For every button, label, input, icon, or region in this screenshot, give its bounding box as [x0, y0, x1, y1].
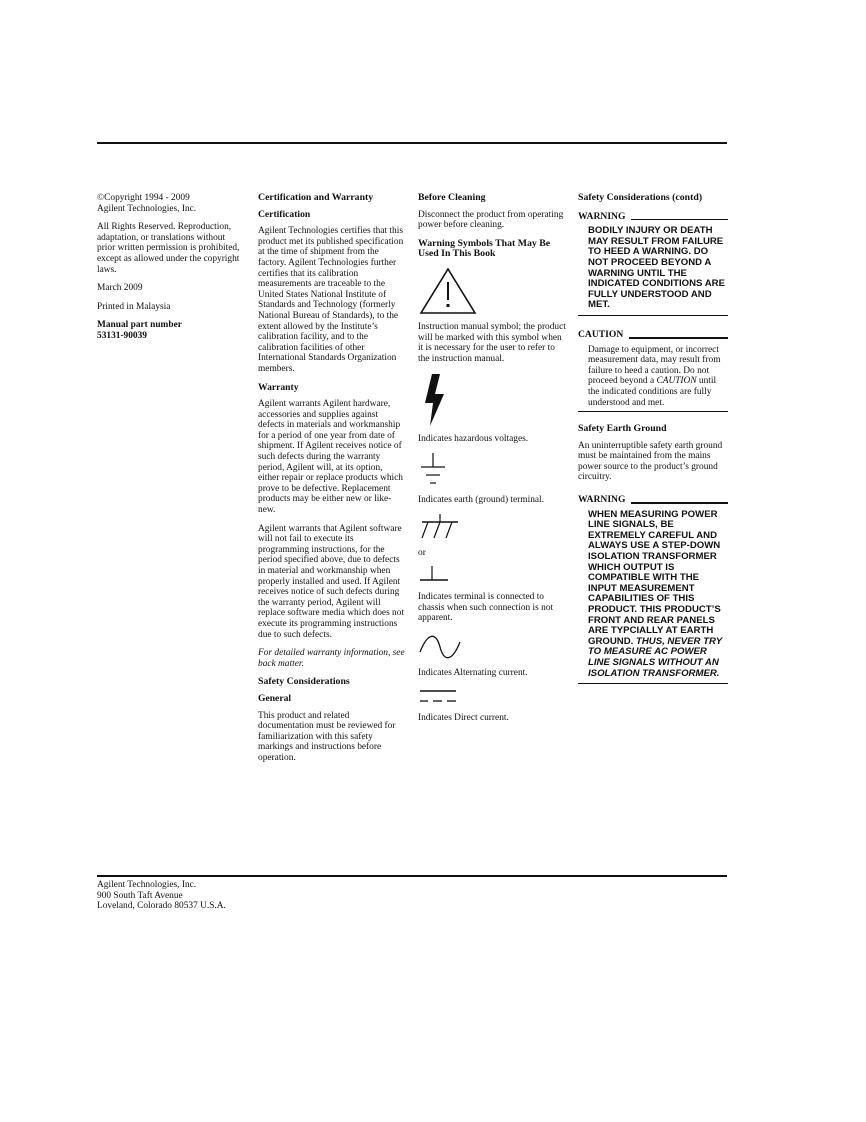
copyright-column [97, 193, 245, 350]
footer-company: Agilent Technologies, Inc. [97, 880, 197, 890]
cleaning-heading: Before Cleaning [418, 192, 486, 203]
rights-text: All Rights Reserved. Reproduction, adaptation, or translations without prior written permission is prohibited, except as allowed under the copyright laws. [97, 222, 240, 275]
warranty-text-software: Agilent warrants that Agilent software will not fail to execute its programming instructions, for the period specified above, due to defects in material and workmanship when properly installed and used. If Agilent receives notice of such defects during the warranty period, Agilent will replace software media which does not execute its programming instructions due to such defects. [258, 523, 405, 640]
cleaning-text: Disconnect the product from operating power before cleaning. [418, 209, 564, 231]
part-number-label: Manual part number [97, 320, 182, 331]
copyright-block [97, 193, 245, 214]
warning2-main: WHEN MEASURING POWER LINE SIGNALS, BE EXTREMELY CAREFUL AND ALWAYS USE A STEP-DOWN ISOLATION TRANSFORMER WHICH OUTPUT IS COMPATIBLE WITH THE INPUT MEASUREMENT CAPABILITIES OF THIS PRODUCT. THIS PRODUCT’S FRONT AND REAR PANELS ARE TYPCIALLY AT EARTH GROUND. [588, 508, 721, 647]
warning2-label: WARNING [578, 494, 626, 506]
earth-ground-heading: Safety Earth Ground [578, 423, 667, 435]
chassis-ground-icon [418, 514, 462, 542]
ac-text: Indicates Alternating current. [418, 667, 528, 678]
or-text: or [418, 547, 426, 558]
footer-city: Loveland, Colorado 80537 U.S.A. [97, 901, 226, 912]
warning-rule [631, 219, 728, 221]
warning-label: WARNING [578, 210, 626, 222]
warning2-rule [631, 502, 728, 504]
warning-header [578, 212, 728, 223]
caution-text-end: until the indicated conditions are fully understood and met. [588, 376, 717, 408]
caution-label: CAUTION [578, 328, 624, 340]
warranty-column [258, 193, 406, 772]
warning-text: BODILY INJURY OR DEATH MAY RESULT FROM FAILURE TO HEED A WARNING. DO NOT PROCEED BEYOND A WARNING UNTIL THE INDICATED CONDITIONS ARE FULLY UNDERSTOOD AND MET. [578, 222, 728, 316]
caution-word: CAUTION [656, 376, 697, 387]
chassis-text: Indicates terminal is connected to chassis when such connection is not apparent. [418, 592, 554, 624]
copyright-line: ©Copyright 1994 - 2009 [97, 193, 190, 203]
caution-text [578, 341, 728, 413]
hazard-text: Indicates hazardous voltages. [418, 434, 529, 445]
warranty-text-hardware: Agilent warrants Agilent hardware, accessories and supplies against defects in materials and workmanship for a period of one year from date of shipment. If Agilent receives notice of such defects during the warranty period, Agilent will, at its option, either repair or replace products which prove to be defective. Replacement products may be either new or like-new. [258, 399, 403, 516]
hazardous-voltage-icon [418, 372, 458, 428]
caution-header [578, 330, 728, 341]
warning-triangle-icon [418, 266, 478, 316]
company-name: Agilent Technologies, Inc. [97, 203, 197, 214]
earth-ground-text: An uninterruptible safety earth ground must be maintained from the mains power source to the product’s ground circuitry. [578, 440, 723, 483]
footer-street: 900 South Taft Avenue [97, 890, 183, 901]
warning2-text [578, 506, 728, 685]
bottom-rule [97, 875, 727, 877]
top-rule [97, 142, 727, 144]
warning2-italic: THUS, NEVER TRY TO MEASURE AC POWER LINE SIGNALS WITHOUT AN ISOLATION TRANSFORMER. [588, 635, 722, 679]
earth-text: Indicates earth (ground) terminal. [418, 494, 544, 505]
part-number-block [97, 320, 245, 341]
earth-ground-icon [418, 453, 458, 489]
frame-terminal-icon [418, 566, 458, 586]
symbols-column [418, 193, 566, 731]
dc-text: Indicates Direct current. [418, 712, 509, 723]
cert-subheading: Certification [258, 208, 311, 220]
caution-rule [629, 337, 728, 339]
safety-contd-heading: Safety Considerations (contd) [578, 192, 703, 203]
safety-heading: Safety Considerations [258, 676, 350, 688]
warning2-header [578, 495, 728, 506]
cert-text: Agilent Technologies certifies that this product met its published specification at the time of shipment from the factory. Agilent Technologies further certifies that its calibration measurements are traceable to the United States National Institute of Standards and Technology (formerly National Bureau of Standards), to the extent allowed by the Institute’s calibration facility, and to the calibration facilities of other International Standards Organization members. [258, 226, 404, 374]
alternating-current-icon [418, 632, 462, 662]
direct-current-icon [418, 687, 462, 707]
printed-location: Printed in Malaysia [97, 301, 171, 312]
part-number: 53131-90039 [97, 330, 147, 341]
footer-address [97, 880, 226, 912]
safety-column [578, 193, 728, 684]
warranty-note: For detailed warranty information, see back matter. [258, 648, 405, 669]
cert-heading: Certification and Warranty [258, 192, 374, 203]
manual-symbol-text: Instruction manual symbol; the product will be marked with this symbol when it is necessary for the user to refer to the instruction manual. [418, 321, 566, 364]
general-subheading: General [258, 692, 292, 704]
general-text: This product and related documentation must be reviewed for familiarization with this safety markings and instructions before operation. [258, 710, 396, 763]
symbols-heading: Warning Symbols That May Be Used In This Book [418, 237, 551, 260]
caution-text-start: Damage to equipment, or incorrect measurement data, may result from failure to heed a caution. Do not proceed beyond a [588, 344, 721, 387]
publish-date: March 2009 [97, 283, 143, 294]
warranty-subheading: Warranty [258, 381, 299, 393]
